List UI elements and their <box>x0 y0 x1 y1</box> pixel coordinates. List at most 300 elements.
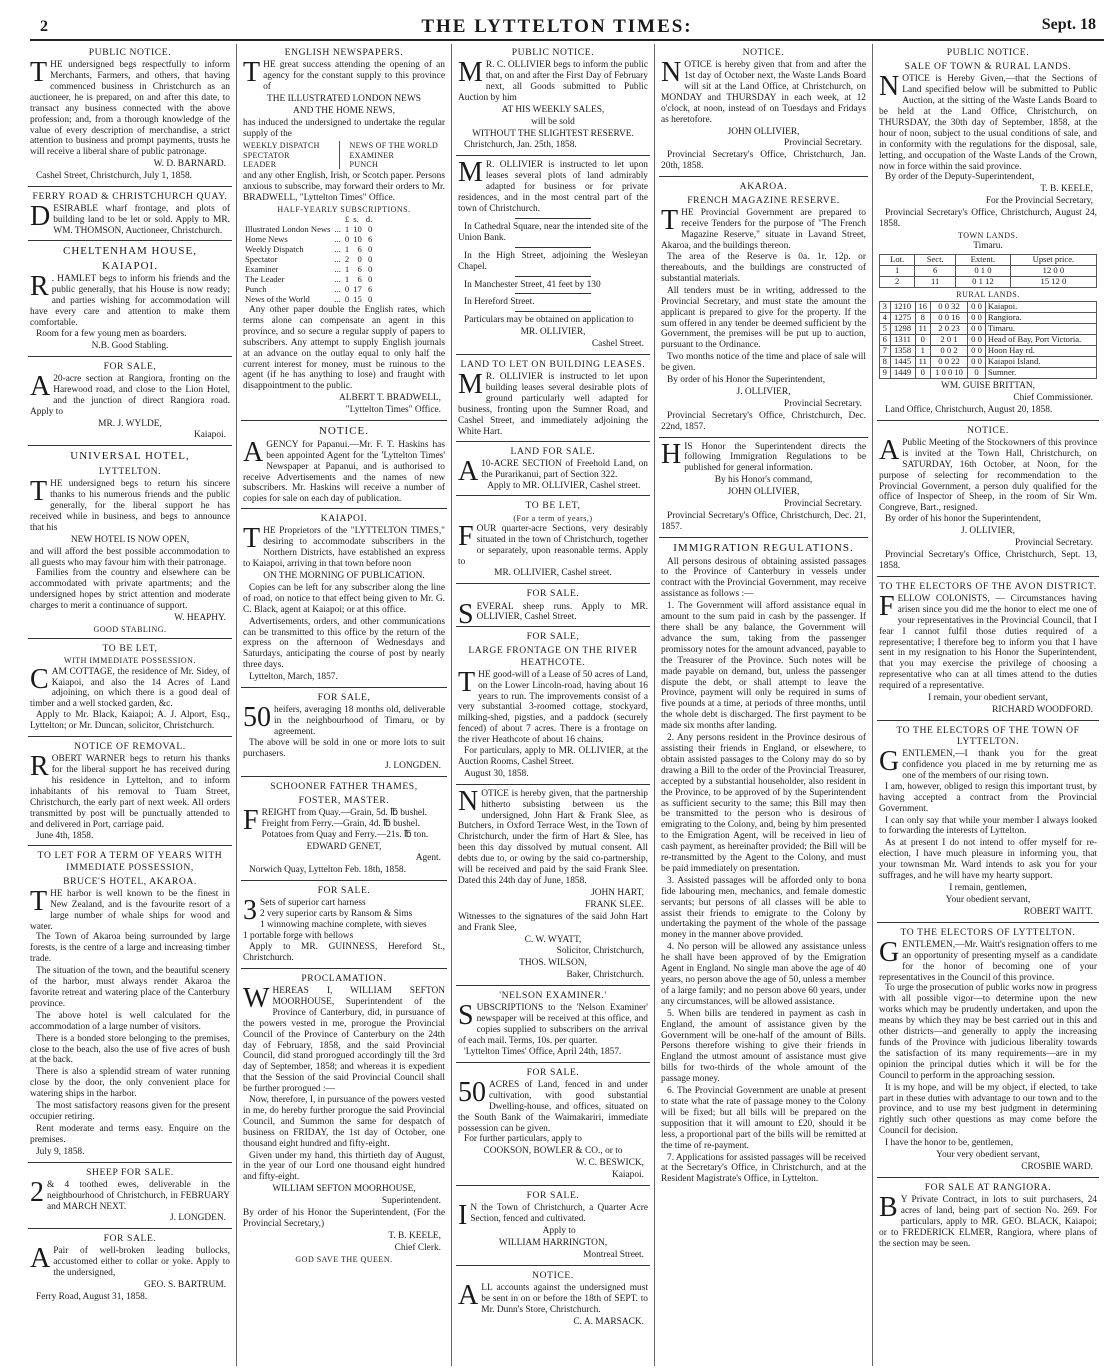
witness-name: C. W. WYATT, <box>524 934 582 945</box>
ad-body: HE great success attending the opening of an agency for the constant supply to this province of <box>263 60 445 92</box>
ad-body: Sets of superior cart harness <box>260 898 366 909</box>
ad-signature: WILLIAM HARRINGTON, <box>498 1237 608 1248</box>
table-cell: 8 <box>880 357 891 368</box>
ad-body: The above hotel is well calculated for the accommodation of a large number of visitors. <box>30 1010 230 1032</box>
ad-signature: Your obedient servant, <box>945 894 1031 905</box>
ad-heading: FOR SALE, <box>526 631 580 643</box>
subscription-cell: The Leader <box>245 274 285 285</box>
drop-cap: F <box>458 520 474 552</box>
ad-fifty-acres <box>456 1067 650 1186</box>
ad-heading: NOTICE. <box>318 425 370 438</box>
subscription-cell: ... <box>334 284 341 295</box>
ad-body: Two months notice of the time and place of sale will be given. <box>661 352 866 374</box>
subscription-cell: 0 <box>367 274 373 285</box>
ad-signature: Montreal Street. <box>583 1249 644 1260</box>
ad-nelson-examiner <box>456 990 650 1063</box>
regulation-clause: 1. The Government will afford assistance equal in amount to the sum paid in cash by the passenger. If there shall be any balance, the Government will advance the sum, taking from the passenger promissory notes for the amount advanced, payable to the Treasurer of the Province. Such notes will be made payable on demand, but, unless the passenger dispute the debt, or shall attempt to leave the Province, payment will only be required in sums of five pounds at a time, at periods of three months, until the whole debt is discharged. The first payment to be made six months after landing. <box>661 601 866 732</box>
subscription-cell: ... <box>334 244 341 255</box>
ad-heading: PUBLIC NOTICE. <box>511 47 595 58</box>
table-cell: 5 <box>880 324 891 335</box>
table-cell: Hoon Hay rd. <box>985 346 1096 357</box>
ad-body: Pair of well-broken leading bullocks, accustomed either to collar or yoke. Apply to the undersigned, <box>53 1246 230 1279</box>
ad-body: Apply to MR. OLLIVIER, Cashel street. <box>487 480 641 491</box>
subscription-cell: Illustrated London News <box>245 224 331 235</box>
table-cell: Head of Bay, Port Victoria. <box>985 335 1096 346</box>
subscription-cell: 0 <box>367 254 373 265</box>
table-cell: 0 1 12 <box>956 277 1011 288</box>
drop-cap: A <box>458 1279 479 1311</box>
ad-heading: TO THE ELECTORS OF THE TOWN OF LYTTELTON. <box>896 724 1080 747</box>
ad-subheading: LYTTELTON. <box>98 466 162 478</box>
ad-signature: MR. J. WYLDE, <box>98 418 162 429</box>
table-cell: 0 <box>968 368 986 379</box>
ad-heading: NOTICE. <box>742 47 785 58</box>
ad-signature: W. D. BARNARD. <box>153 159 226 170</box>
ad-heading: TO BE LET, <box>525 500 581 512</box>
table-cell: 0 0 16 <box>930 313 967 324</box>
ad-date: June 4th, 1858. <box>36 830 94 841</box>
table-row <box>880 324 1097 335</box>
subscription-cell: 15 <box>353 294 362 304</box>
ad-subheading: SALE OF TOWN & RURAL LANDS. <box>904 61 1072 73</box>
table-title: RURAL LANDS. <box>956 290 1020 300</box>
ad-body: OTICE is hereby given, that the partnership hitherto subsisting between us the undersigned, John Hart & Frank Slee, as Butchers, in Oxford Terrace West, in the Town of Christchurch, under the firm of Hart & Slee, has been this day dissolved by mutual consent. All debts due to, or owing by the said co-partnership, will be received and paid by the said Frank Slee. Dated this 24th day of June, 1858. <box>458 788 648 887</box>
ad-subheading: WITH IMMEDIATE POSSESSION. <box>64 656 196 666</box>
ad-heading: UNIVERSAL HOTEL, <box>70 450 190 463</box>
table-header-row <box>880 255 1097 266</box>
subscription-cell: 10 <box>353 234 362 245</box>
drop-cap: F <box>243 804 259 836</box>
ad-signature: For the Provincial Secretary, <box>985 196 1093 207</box>
ad-body: has induced the undersigned to undertake the regular supply of the <box>243 117 445 139</box>
table-cell: 11 <box>915 324 930 335</box>
subscription-cell: 6 <box>357 244 362 255</box>
subscription-cell: 6 <box>357 274 362 285</box>
ad-place-date: Cashel Street, Christchurch, July 1, 1858. <box>36 171 192 182</box>
ad-heading: CHELTENHAM HOUSE, <box>63 244 197 257</box>
ad-heading: NOTICE. <box>532 1269 574 1281</box>
ad-heading: SCHOONER FATHER THAMES, <box>270 780 418 792</box>
witness-title: Baker, Christchurch. <box>566 970 644 981</box>
table-cell: 11 <box>915 277 956 288</box>
ad-heading: PUBLIC NOTICE. <box>88 47 172 58</box>
lease-location: In Cathedral Square, near the intended site of the Union Bank. <box>458 221 648 243</box>
ad-body: By order of his Honor the Superintendent, <box>667 375 826 386</box>
table-cell: 0 0 <box>968 313 986 324</box>
ad-body: HE Proprietors of the "LYTTELTON TIMES," desiring to accommodate subscribers in the Northern Districts, have established an express to Kaiapoi, arriving in that town before noon <box>243 526 445 570</box>
ad-body: LL accounts against the undersigned must be sent in on or before the 18th of SEPT. to Mr. Dunn's Store, Christchurch. <box>481 1282 648 1315</box>
drop-cap: R <box>30 751 49 783</box>
table-cell: 1358 <box>890 346 915 357</box>
table-cell: 0 0 32 <box>930 302 967 313</box>
issue-date: Sept. 18 <box>1041 16 1096 33</box>
table-cell: 15 12 0 <box>1010 277 1096 288</box>
ad-signature: FRANK SLEE. <box>585 899 644 910</box>
ad-line: 1 portable forge with bellows <box>243 931 354 942</box>
drop-cap: 50 <box>243 702 271 734</box>
ad-signature: WILLIAM SEFTON MOORHOUSE, <box>272 1184 416 1195</box>
table-cell: 1 0 0 10 <box>930 368 967 379</box>
ad-universal-hotel <box>28 450 232 639</box>
table-header: Upset price. <box>1010 255 1096 266</box>
ad-signature: T. B. KEELE, <box>1040 184 1093 195</box>
ad-body: To urge the prosecution of public works now in progress with all possible vigor—to determine upon the new works which may be prudently undertaken, and upon the means by which they may be best carried out in this and other districts—and generally to apply the increasing funds of the Province with judicious liberality towards the satisfaction of its many requirements—are in my opinion the principal duties which it will be for the Council to perform in the approaching session. <box>879 983 1097 1081</box>
ad-signature: ALBERT T. BRADWELL, <box>338 393 441 404</box>
ad-body: There is also a splendid stream of water running close by the door, the only convenient place for watering ships in the harbor. <box>30 1067 230 1100</box>
ad-body: All persons desirous of obtaining assisted passages to the Province of Canterbury in vessels under contract with the Provincial Government, may receive assistance as follows :— <box>661 556 866 600</box>
table-cell: 1210 <box>890 302 915 313</box>
ad-notice-papanui <box>241 425 447 509</box>
ad-lyttelton-electors-ward <box>877 927 1099 1178</box>
drop-cap: A <box>30 370 51 402</box>
ad-date: Lyttelton, March, 1857. <box>249 672 338 683</box>
ad-heading: FOR SALE. <box>526 1066 580 1078</box>
table-cell: Kaiapoi. <box>985 302 1096 313</box>
ad-signature: T. B. KEELE, <box>388 1230 441 1241</box>
drop-cap: C <box>30 663 49 695</box>
drop-cap: T <box>243 523 261 555</box>
ad-place-date: Land Office, Christchurch, August 20, 1858. <box>885 404 1053 415</box>
drop-cap: A <box>879 434 900 466</box>
column-divider <box>872 44 873 1366</box>
newspaper-title: THE LYTTELTON TIMES: <box>421 16 693 37</box>
paper-list <box>243 141 445 169</box>
subscription-cell: ... <box>334 234 341 245</box>
table-row <box>880 335 1097 346</box>
ad-subheading: BRUCE'S HOTEL, AKAROA. <box>63 875 197 887</box>
ad-body: HE harbor is well known to be the finest in New Zealand, and is the favourite resort of a large number of whale ships for wood and water. <box>30 888 230 932</box>
drop-cap: A <box>30 1243 51 1275</box>
subscription-cell: 0 <box>344 284 350 295</box>
ad-signature: Chief Commissioner. <box>1013 392 1093 403</box>
ad-kaiapoi-express <box>241 513 447 688</box>
drop-cap: T <box>458 666 476 698</box>
paper-name: NEWS OF THE WORLD <box>349 141 439 151</box>
drop-cap: S <box>458 1000 474 1032</box>
ad-body: UBSCRIPTIONS to the 'Nelson Examiner' newspaper will be received at this office, and copies supplied to subscribers on the arrival of each mail. Terms, 10s. per quarter. <box>458 1003 648 1047</box>
ad-body: HE undersigned begs respectfully to inform Merchants, Farmers, and others, that having commenced business in Christchurch as an auctioneer, he is prepared, on and after this date, to transact any business connected with the above profession; and, from a thorough knowledge of the value of every description of merchandise, a strict attention to business and prompt payments, trusts he will receive a liberal share of public patronage. <box>30 60 230 158</box>
ad-ferry-road <box>28 191 232 241</box>
subscription-cell: 1 <box>344 274 350 285</box>
ad-place: Kaiapoi. <box>193 430 226 441</box>
ad-cart-harness-for-sale <box>241 885 447 969</box>
ad-building-leases <box>456 359 650 442</box>
ad-heading: LAND TO LET ON BUILDING LEASES. <box>460 359 646 371</box>
ad-marsack-notice <box>456 1270 650 1332</box>
ad-signature: Kaiapoi. <box>611 1170 644 1181</box>
drop-cap: T <box>30 885 48 917</box>
ad-body: OUR quarter-acre Sections, very desirably situated in the town of Christchurch, together or separately, upon reasonable terms. Apply to <box>458 523 648 567</box>
drop-cap: I <box>458 1200 468 1232</box>
currency-header: £ <box>344 214 350 225</box>
ad-body: By order of his honor the Superintendent, <box>885 514 1041 525</box>
paper-name: PUNCH <box>349 160 379 169</box>
ad-note: N.B. Good Stabling. <box>91 340 169 351</box>
drop-cap: 50 <box>458 1076 486 1108</box>
ad-signature: W. C. BESWICK, <box>575 1158 644 1169</box>
ad-signature: JOHN OLLIVIER, <box>727 487 800 498</box>
regulation-clause: 2. Any persons resident in the Province desirous of assisting their friends in England, or elsewhere, to obtain assisted passages to the Colony may do so by drawing a Bill to the order of the Provincial Treasurer, accepted by a substantial householder, also resident in the Province, to be approved of by the Superintendent as sufficient security to the same; this Bill may then be transmitted to the person who is desirous of emigrating to the Colony, and, being by him presented to the Emigration Agent, will be received in lieu of cash payment, as hereinafter provided; the Bill will be re-transmitted by the Agent to the Colony, and must be paid immediately on presentation. <box>661 733 866 874</box>
ad-footer: GOD SAVE THE QUEEN. <box>295 1254 393 1264</box>
ad-body: EVERAL sheep runs. Apply to MR. OLLIVIER, Cashel Street. <box>476 601 648 623</box>
ad-ollivier-leases <box>456 157 650 355</box>
ad-body: As at present I do not intend to offer myself for re-election, I have much pleasure in informing you, that your townsman Mr. Ward intends to ask you for your suffrages, and he will have my hearty support. <box>879 838 1097 882</box>
subscription-cell: 0 <box>367 224 373 235</box>
ad-center-line: THE ILLUSTRATED LONDON NEWS <box>267 93 421 104</box>
ad-signature: C. A. MARSACK. <box>573 1316 644 1327</box>
ad-sheep-for-sale <box>28 1167 232 1230</box>
subscription-cell: ... <box>334 224 341 235</box>
drop-cap: W <box>243 982 270 1014</box>
table-cell: 0 <box>915 335 930 346</box>
ad-bullocks-for-sale <box>28 1233 232 1307</box>
ad-body: I am, however, obliged to resign this important trust, by having accepted a contract from the Provincial Government. <box>879 781 1097 814</box>
ad-heading: FOR SALE. <box>526 588 580 600</box>
regulation-clause: 4. No person will be allowed any assistance unless he shall have been approved of by the Emigration Agent in England. No single man above the age of 40 years, no person above the age of 50, unless a member of a large family; and no person above 60 years, under any circumstances, will be allowed assistance. <box>661 942 866 1007</box>
page-number: 2 <box>40 18 48 35</box>
ad-signature: Provincial Secretary. <box>783 499 862 510</box>
ad-land-for-sale <box>456 446 650 497</box>
subscription-cell: 10 <box>353 224 362 235</box>
ad-place-date: Ferry Road, August 31, 1858. <box>36 1292 148 1303</box>
table-cell: 8 <box>915 313 930 324</box>
ad-body: GENCY for Papanui.—Mr. F. T. Haskins has been appointed Agent for the 'Lyttelton Times' Newspaper at Papanui, and is authorised to receive Advertisements and the names of new subscribers. Mr. Haskins will receive a number of copies for sale on each day of publication. <box>243 439 445 505</box>
paper-name: SPECTATOR <box>243 150 290 160</box>
column-5 <box>877 44 1099 1366</box>
ad-line: Freight from Ferry.—Grain, 4d. ℔ bushel. <box>261 818 420 829</box>
ad-place-date: Provincial Secretary's Office, Christchurch, Sept. 13, 1858. <box>879 549 1097 571</box>
page-header <box>0 0 1114 40</box>
table-cell: 6 <box>880 335 891 346</box>
ad-body: Families from the country and elsewhere can be accommodated with private apartments; and the undersigned hopes by strict attention and moderate charges to merit a continuance of support. <box>30 568 230 612</box>
ad-sale-of-lands <box>877 47 1099 421</box>
table-cell: 0 <box>915 368 930 379</box>
ad-center-line: ON THE MORNING OF PUBLICATION. <box>263 570 425 581</box>
paper-name: LEADER <box>243 160 277 169</box>
ad-body: The above will be sold in one or more lots to suit purchasers. <box>243 737 445 759</box>
ad-signature: RICHARD WOODFORD. <box>992 704 1093 715</box>
ad-body: R. C. OLLIVIER begs to inform the public that, on and after the First Day of February next, all Goods submitted to Public Auction by him <box>458 60 648 103</box>
column-4 <box>659 44 868 1366</box>
witness-name: THOS. WILSON, <box>519 958 587 969</box>
table-cell: 2 0 1 <box>930 335 967 346</box>
ad-english-newspapers <box>241 47 447 421</box>
ad-heifers-for-sale <box>241 692 447 777</box>
ad-body: I have the honor to be, gentlemen, <box>885 1138 1014 1149</box>
ad-body: It is my hope, and will be my object, if elected, to take part in these duties with advantage to our town and to the province, and to use my best judgment in determining rightly such other questions as may come before the Council for decision. <box>879 1082 1097 1137</box>
ad-stockowners-meeting <box>877 425 1099 577</box>
ad-date: August 30, 1858. <box>464 768 529 779</box>
ad-ollivier-public-notice <box>456 47 650 156</box>
ad-heading: NOTICE. <box>967 424 1009 436</box>
ad-heading: AKAROA. <box>739 181 788 193</box>
drop-cap: T <box>30 57 48 89</box>
ad-body: HE good-will of a Lease of 50 acres of Land, on the Lower Lincoln-road, having about 16 years to run. The improvements consist of a very substantial 3-roomed cottage, stockyard, milking-shed, pigsties, and a paddock (securely fenced) of about 7 acres. There is a frontage on the river Heathcote of about 16 chains. <box>458 669 648 746</box>
table-cell: 1445 <box>890 357 915 368</box>
subscription-cell: Punch <box>245 284 267 295</box>
ad-signature: GEO. S. BARTRUM. <box>144 1280 226 1291</box>
ad-heading: KAIAPOI. <box>320 513 368 525</box>
ad-line: By his Honor's command, <box>714 475 813 486</box>
regulation-clause: 6. The Provincial Government are unable at present to state what the rate of passage money to the Colony will be fixed; but all bills will be prepared on the supposition that it will amount to £20, should it be less, a proportional part of the bills will be remitted at the time of re-payment. <box>661 1086 866 1151</box>
drop-cap: S <box>458 598 474 630</box>
ad-place-date: 'Lyttelton Times' Office, April 24th, 1857. <box>464 1046 622 1057</box>
table-cell: 0 0 <box>968 335 986 346</box>
ad-subheading: (For a term of years,) <box>513 513 593 523</box>
ad-immigration-regulations <box>659 542 868 1189</box>
ad-signature: WM. GUISE BRITTAN, <box>940 381 1036 392</box>
subscription-cell: 0 <box>367 244 373 255</box>
ad-body: HEREAS I, WILLIAM SEFTON MOORHOUSE, Superintendent of the Province of Canterbury, did, in pursuance of the powers vested in me, prorogue the Provincial Council of the Province of Canterbury on the 24th day of February, 1858, and the said Provincial Council, did stand prorogued accordingly till the 3rd day of September, 1858; and whereas it is expedient that the Session of the said Provincial Council shall be further prorogued :— <box>243 985 445 1095</box>
table-cell: 0 0 <box>968 324 986 335</box>
ad-heathcote-frontage <box>456 631 650 784</box>
ad-body: Public Meeting of the Stockowners of this province is invited at the Town Hall, Christchurch, on SATURDAY, 16th October, at Noon, for the purpose of selecting for recommendation to the Provincial Government, a person duly qualified for the office of Inspector of Sheep, in the room of Sir Wm. Congreve, Bart., resigned. <box>879 437 1097 514</box>
table-row <box>880 368 1097 379</box>
ad-place-date: Christchurch, Jan. 25th, 1858. <box>464 140 577 151</box>
ad-heading: FOR SALE. <box>526 1190 580 1202</box>
ad-body: N the Town of Christchurch, a Quarter Acre Section, fenced and cultivated. <box>470 1203 648 1225</box>
ad-body: HE undersigned begs to return his sincere thanks to his numerous friends and the public generally, for the liberal support he has received while in business, and begs to announce that his <box>30 479 230 533</box>
column-2 <box>241 44 447 1366</box>
ad-body: REIGHT from Quay.—Grain, 5d. ℔ bushel. <box>261 807 428 818</box>
ad-heading: LAND FOR SALE. <box>510 445 596 457</box>
town-lands-table <box>879 254 1097 288</box>
table-cell: 1311 <box>890 335 915 346</box>
regulation-clause: 3. Assisted passages will be afforded only to bona fide labouring men, mechanics, and female domestic servants; but persons of all classes will be able to assist their friends to emigrate to the Colony by undertaking the payment of the whole of the passage money in the manner above provided. <box>661 875 866 941</box>
ad-body: OTICE is Hereby Given,—that the Sections of Land specified below will be submitted to Public Auction, at the sitting of the Waste Lands Board to be held at the Land Office, Christchurch, on THURSDAY, the 30th day of September, 1858, at the hour of noon, subject to the usual conditions of sale, and in conformity with the regulations for the disposal, sale, letting, and occupation of the Waste Lands of the Crown, now in force within the said province. <box>879 74 1097 172</box>
table-header: Extent. <box>956 255 1011 266</box>
ad-heading: PROCLAMATION. <box>301 972 387 984</box>
drop-cap: M <box>458 157 483 189</box>
ad-bruces-hotel <box>28 850 232 1162</box>
ad-place-date: Provincial Secretary's Office, Christchurch, August 24, 1858. <box>879 208 1097 230</box>
ad-body: ACRES of Land, fenced in and under cultivation, with good substantial Dwelling-house, and offices, situated on the South Bank of the Waimakariri, immediate possession can be given. <box>458 1079 648 1134</box>
table-cell: 0 0 22 <box>930 357 967 368</box>
ad-body: & 4 toothed ewes, deliverable in the neighbourhood of Christchurch, in FEBRUARY and MARCH NEXT. <box>47 1179 230 1212</box>
table-row <box>880 346 1097 357</box>
column-3 <box>456 44 650 1366</box>
ad-proclamation <box>241 973 447 1268</box>
ad-signature: W. HEAPHY. <box>174 613 226 624</box>
ad-lyttelton-electors-waitt <box>877 725 1099 923</box>
table-cell: 6 <box>915 266 956 277</box>
table-row <box>880 313 1097 324</box>
ad-heading: 'NELSON EXAMINER.' <box>499 990 607 1002</box>
ad-immigration-directive <box>659 438 868 538</box>
ad-body: The most satisfactory reasons given for the present occupier retiring. <box>30 1101 230 1122</box>
ad-signature: "Lyttelton Times" Office. <box>345 405 441 416</box>
ad-body: IS Honor the Superintendent directs the following Immigration Regulations to be published for general information. <box>684 441 866 474</box>
ad-body: Given under my hand, this thirtieth day of August, in the year of our Lord one thousand eight hundred and fifty-eight. <box>243 1150 445 1183</box>
table-title: HALF-YEARLY SUBSCRIPTIONS. <box>277 204 411 214</box>
subscription-cell: 0 <box>367 264 373 275</box>
subscription-cell: 0 <box>357 254 362 265</box>
subscription-cell: Spectator <box>245 254 278 265</box>
subscription-cell: News of the World <box>245 294 310 304</box>
drop-cap: M <box>458 369 483 401</box>
column-divider <box>654 44 655 1366</box>
table-cell: 16 <box>915 302 930 313</box>
ad-notice-of-removal <box>28 741 232 846</box>
drop-cap: M <box>458 57 483 89</box>
ad-body: Any other paper double the English rates, which terms alone can compensate an agent in this province, and so secure a regular supply of papers to subscribers. Any attempt to supply English journals at an advance on the outlay equal to only half the current interest for money, must be ruinous to the agent (if he has anything to lose) and fraught with disappointment to the public. <box>243 304 445 392</box>
ad-heading: TO BE LET, <box>102 643 158 655</box>
table-row <box>880 277 1097 288</box>
drop-cap: F <box>879 590 895 622</box>
ad-body: . HAMLET begs to inform his friends and the public generally, that his House is now ready; and parties wishing for accommodation will have every care and attention to make them comfortable. <box>30 274 230 329</box>
ad-body: ENTLEMEN,—Mr. Waitt's resignation offers to me an opportunity of presenting myself as a candidate for the honor of becoming one of your representatives in the Council of this province. <box>879 939 1097 983</box>
column-divider <box>451 44 452 1366</box>
ad-body: heifers, averaging 18 months old, deliverable in the neighbourhood of Timaru, or by agreement. <box>274 705 445 737</box>
drop-cap: R <box>30 271 49 303</box>
ad-body: For further particulars, apply to <box>464 1134 582 1145</box>
ad-quarter-acre-sale <box>456 1190 650 1266</box>
subscription-row <box>243 295 374 305</box>
regulation-clause: 7. Applications for assisted passages will be received at the Secretary's Office, in Christchurch, and at the Resident Magistrate's Office, in Lyttelton. <box>661 1152 866 1185</box>
ad-subheading: KAIAPOI. <box>102 259 158 272</box>
ad-signature: JOHN OLLIVIER, <box>727 126 800 137</box>
ad-body: OTICE is hereby given that from and after the 1st day of October next, the Waste Lands Board will sit at the Land Office, at Christchurch, on MONDAY and THURSDAY in each week, at 12 o'clock, at noon, instead of on Tuesdays and Fridays as heretofore. <box>661 60 866 125</box>
ad-public-notice-barnard <box>28 47 232 187</box>
subscription-cell: 1 <box>344 244 350 255</box>
ad-line: 2 very superior carts by Ransom & Sims <box>260 909 413 920</box>
table-cell: 0 0 <box>968 346 986 357</box>
ad-center-line: NEW HOTEL IS NOW OPEN, <box>70 534 190 545</box>
ad-body: 10-ACRE SECTION of Freehold Land, on the Purarikanui, part of Section 322. <box>481 458 648 480</box>
drop-cap: B <box>879 1192 898 1223</box>
ad-body: and will afford the best possible accommodation to all guests who may favour him with their patronage. <box>30 546 230 568</box>
ad-signature: Provincial Secretary. <box>783 138 862 149</box>
ad-body: R. OLLIVIER is instructed to let upon building leases several desirable plots of ground particularly well adapted for business, fronting upon the Sumner Road, and Cashel Street, and immediately adjoining the White Hart. <box>458 372 648 437</box>
ad-signature: I remain, gentlemen, <box>949 883 1027 893</box>
drop-cap: A <box>243 436 264 468</box>
ad-signature: EDWARD GENET, <box>306 841 382 852</box>
ad-signature: ROBERT WAITT. <box>1023 906 1093 917</box>
ad-to-be-let-cottage <box>28 643 232 737</box>
ad-body: AM COTTAGE, the residence of Mr. Sidey, of Kaiapoi, and also the 14 Acres of Land adjoining, on which there is a good deal of timber and a well stocked garden, &c. <box>30 666 230 710</box>
witness-title: Solicitor, Christchurch, <box>556 946 644 957</box>
ad-signature: J. OLLIVIER, <box>961 526 1015 537</box>
ad-body: Now, therefore, I, in pursuance of the powers vested in me, do hereby further prorogue the said Provincial Council, and Summon the same for despatch of business on FRIDAY, the 1st day of October, one thousand eight hundred and fifty-eight. <box>243 1095 445 1149</box>
subscription-cell: 6 <box>367 284 373 295</box>
paper-name: EXAMINER <box>349 150 395 160</box>
table-header: Sect. <box>915 255 956 266</box>
table-title: TOWN LANDS. <box>957 230 1018 240</box>
subscription-cell: 6 <box>357 264 362 275</box>
ad-heading: FERRY ROAD & CHRISTCHURCH QUAY. <box>32 191 228 203</box>
ad-signature: J. OLLIVIER, <box>736 386 791 397</box>
ad-signature: I remain, your obedient servant, <box>928 693 1048 704</box>
ad-heading: FOR SALE. <box>103 1233 157 1245</box>
ad-heading: PUBLIC NOTICE. <box>946 47 1030 58</box>
ad-rangiora-sale <box>877 1182 1099 1253</box>
lease-location: In Hereford Street. <box>464 297 535 308</box>
ad-body: The area of the Reserve is 0a. 1r. 12p. or thereabouts, and the buildings are constructed of substantial materials. <box>661 252 866 284</box>
ad-body: By order of his Honor the Superintendent, (For the Provincial Secretary,) <box>243 1208 445 1229</box>
table-cell: Timaru. <box>985 324 1096 335</box>
table-cell: Sumner. <box>985 368 1096 379</box>
ad-heading: IMMIGRATION REGULATIONS. <box>673 541 854 554</box>
ad-heading: TO THE ELECTORS OF LYTTELTON. <box>900 926 1076 938</box>
ad-body: OBERT WARNER begs to return his thanks for the liberal support he has received during his residence in Lyttelton, and to inform inhabitants of his removal to Tuam Street, Christchurch, the early part of next week. All orders transmitted by post will be punctually attended to and delivered in Port, carriage paid. <box>30 754 230 830</box>
ad-body: 20-acre section at Rangiora, fronting on the Harewood road, and close to the Lion Hotel, and the junction of direct Rangiora road. Apply to <box>30 373 230 417</box>
ad-body: The Town of Akaroa being surrounded by large forests, is the centre of a large and increasing timber trade. <box>30 932 230 965</box>
ad-place-date: Provincial Secretary's Office, Christchurch, Dec. 21, 1857. <box>661 511 866 532</box>
ad-heading: FOR SALE AT RANGIORA. <box>924 1181 1052 1193</box>
table-row <box>880 302 1097 313</box>
subscription-cell: ... <box>334 274 341 285</box>
ad-avon-electors <box>877 581 1099 721</box>
